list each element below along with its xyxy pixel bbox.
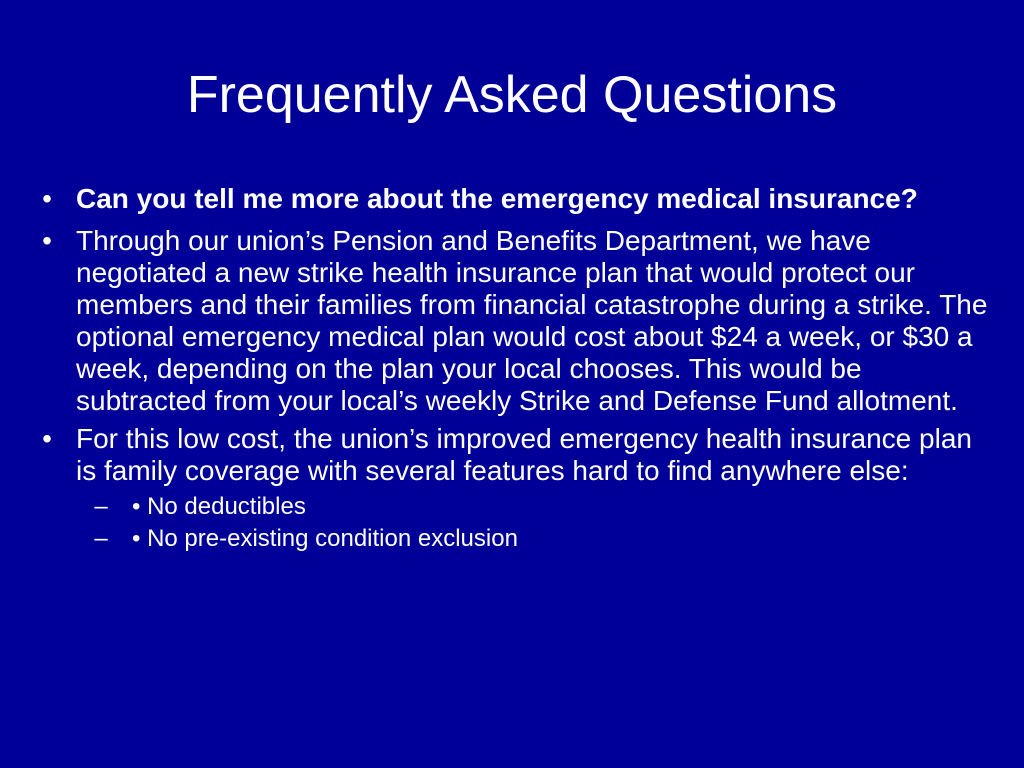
sub-bullet-item bbox=[32, 523, 992, 555]
bullet-marker: • bbox=[42, 225, 52, 256]
sub-bullet-text: • No deductibles bbox=[132, 493, 306, 520]
bullet-list bbox=[32, 183, 992, 565]
bullet-marker: • bbox=[42, 423, 52, 454]
bullet-item-question bbox=[32, 183, 992, 215]
slide-title: Frequently Asked Questions bbox=[186, 66, 838, 124]
bullet-marker: • bbox=[42, 183, 52, 214]
sub-bullet-item bbox=[32, 491, 992, 523]
bullet-text: For this low cost, the union’s improved emergency health insurance plan is family coverage with several features hard to find anywhere else: bbox=[76, 423, 972, 486]
bullet-text: Can you tell me more about the emergency medical insurance? bbox=[76, 183, 918, 214]
sub-bullet-list bbox=[76, 491, 992, 555]
bullet-item-features bbox=[32, 423, 992, 555]
sub-bullet-marker: – bbox=[94, 493, 108, 520]
bullet-item-answer bbox=[32, 225, 992, 417]
sub-bullet-marker: – bbox=[94, 525, 108, 552]
bullet-text: Through our union’s Pension and Benefits Department, we have negotiated a new strike health insurance plan that would protect our members and their families from financial catastrophe during a strike. The optional emergency medical plan would cost about $24 a week, or $30 a week, depending on the plan your local chooses. This would be subtracted from your local’s weekly Strike and Defense Fund allotment. bbox=[76, 225, 988, 416]
sub-bullet-text: • No pre-existing condition exclusion bbox=[132, 525, 518, 552]
